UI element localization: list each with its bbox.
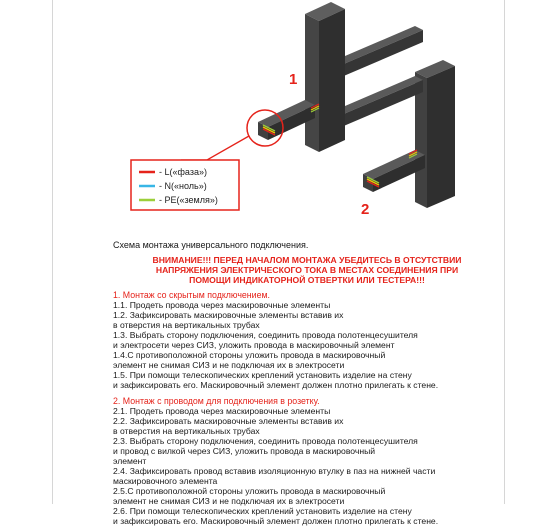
legend-label-neutral: - N(«ноль») bbox=[159, 181, 207, 191]
section-plug-connection bbox=[113, 396, 501, 526]
warning-line: ПОМОЩИ ИНДИКАТОРНОЙ ОТВЕРТКИ ИЛИ ТЕСТЕРА!!! bbox=[189, 275, 425, 285]
section-title: 2. Монтаж с проводом для подключения в розетку. bbox=[113, 396, 320, 406]
section-title: 1. Монтаж со скрытым подключением. bbox=[113, 290, 270, 300]
legend-pointer-line bbox=[181, 136, 249, 160]
section-hidden-connection bbox=[113, 290, 501, 390]
diagram-caption: Схема монтажа универсального подключения. bbox=[113, 240, 309, 250]
instructions-text bbox=[113, 240, 501, 526]
step: 2.3. Выбрать сторону подключения, соединить провода полотенцесушителя и провод с вилкой через СИЗ, уложить провода в маскировочный элемент bbox=[113, 436, 418, 466]
safety-warning bbox=[113, 255, 501, 285]
step: 1.4.С противоположной стороны уложить провода в маскировочный элемент не снимая СИЗ и не подключая их в электросети bbox=[113, 350, 386, 370]
step: 2.4. Зафиксировать провод вставив изоляционную втулку в паз на нижней части маскировочного элемента bbox=[113, 466, 436, 486]
step: 1.3. Выбрать сторону подключения, соединить провода полотенцесушителя и электросети через СИЗ, уложить провода в маскировочный элемент bbox=[113, 330, 418, 350]
legend-label-phase: - L(«фаза») bbox=[159, 167, 207, 177]
step: 1.2. Зафиксировать маскировочные элементы вставив их в отверстия на вертикальных трубах bbox=[113, 310, 344, 330]
step: 1.5. При помощи телескопических креплений установить изделие на стену и зафиксировать его. Маскировочный элемент должен плотно прилегать к стене. bbox=[113, 370, 439, 390]
left-vertical-pipe bbox=[305, 2, 345, 152]
step: 1.1. Продеть провода через маскировочные элементы bbox=[113, 300, 331, 310]
step: 2.2. Зафиксировать маскировочные элементы вставив их в отверстия на вертикальных трубах bbox=[113, 416, 344, 436]
legend-label-ground: - PE(«земля») bbox=[159, 195, 218, 205]
step: 2.5.С противоположной стороны уложить провода в маскировочный элемент не снимая СИЗ и не подключая их в электросети bbox=[113, 486, 386, 506]
wire-legend bbox=[131, 160, 239, 210]
installation-diagram bbox=[53, 0, 506, 235]
warning-line: НАПРЯЖЕНИЯ ЭЛЕКТРИЧЕСКОГО ТОКА В МЕСТАХ СОЕДИНЕНИЯ ПРИ bbox=[155, 265, 459, 275]
marker-1: 1 bbox=[289, 71, 298, 88]
step: 2.1. Продеть провода через маскировочные элементы bbox=[113, 406, 331, 416]
instruction-sheet bbox=[52, 0, 505, 526]
step: 2.6. При помощи телескопических креплений установить изделие на стену и зафиксировать его. Маскировочный элемент должен плотно прилегать к стене. bbox=[113, 506, 439, 526]
marker-2: 2 bbox=[361, 201, 370, 218]
warning-line: ВНИМАНИЕ!!! ПЕРЕД НАЧАЛОМ МОНТАЖА УБЕДИТЕСЬ В ОТСУТСТВИИ bbox=[152, 255, 462, 265]
